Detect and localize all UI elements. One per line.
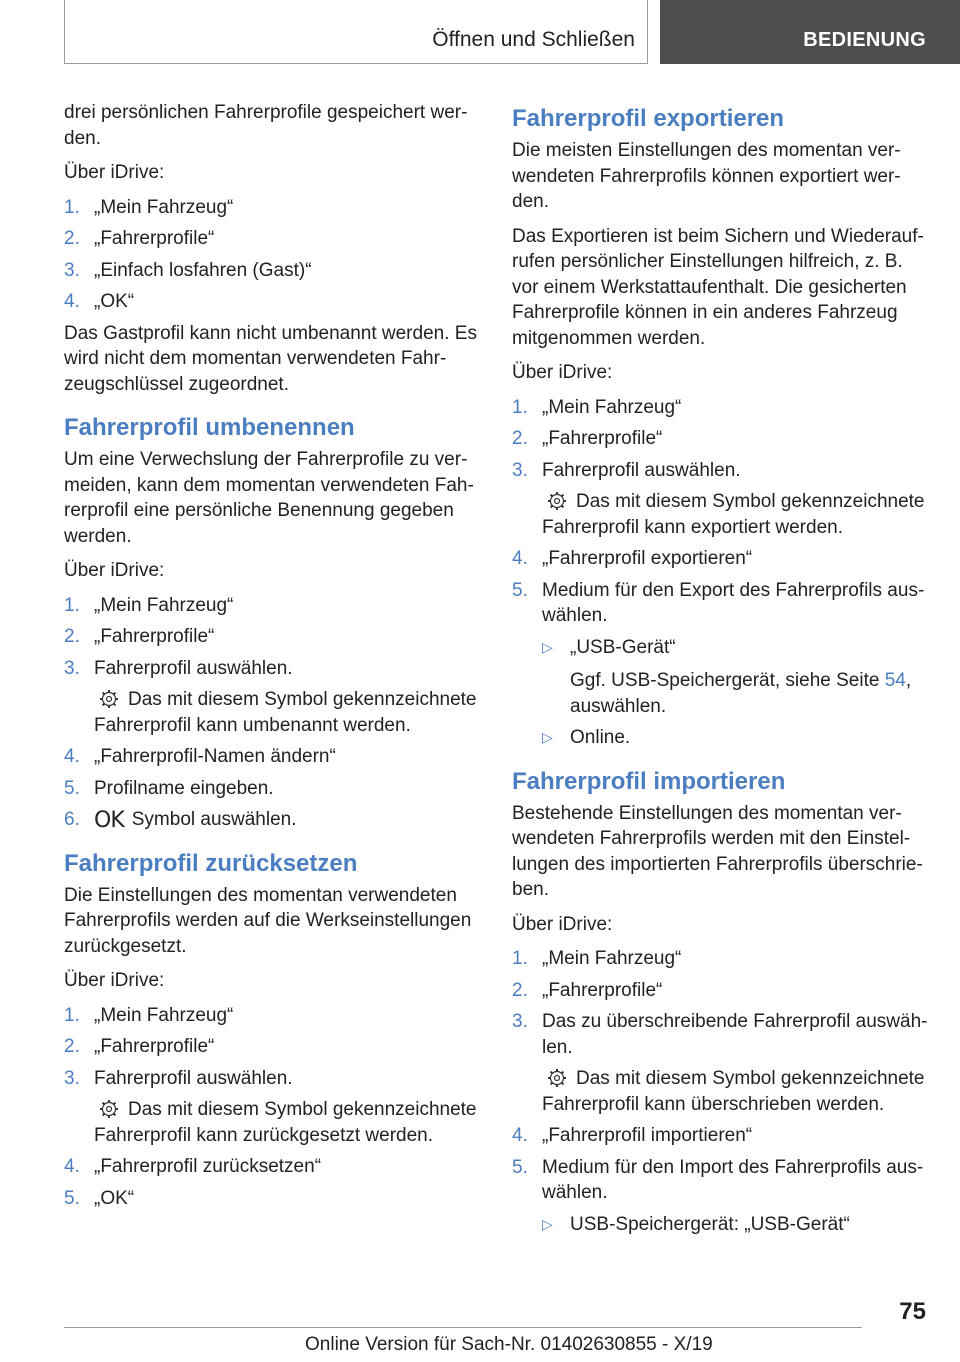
guest-profile-note: Das Gastprofil kann nicht umbenannt werden. Es wird nicht dem momentan verwendeten Fahr-zeugschlüssel zugeordnet. xyxy=(64,322,477,395)
step-text: „Fahrerprofile“ xyxy=(94,228,215,249)
list-item xyxy=(64,289,482,315)
gear-icon xyxy=(547,491,567,511)
list-item xyxy=(64,1003,482,1029)
step-text: Symbol auswählen. xyxy=(131,809,297,830)
export-steps-list xyxy=(512,395,930,484)
step-number: 5. xyxy=(64,777,80,799)
note-text: Das mit diesem Symbol gekennzeichnete Fahrerprofil kann überschrieben werden. xyxy=(542,1068,925,1115)
step-number: 6. xyxy=(64,809,80,830)
idrive-label: Über iDrive: xyxy=(512,913,613,935)
step-text: „Fahrerprofil zurücksetzen“ xyxy=(94,1156,322,1177)
idrive-label: Über iDrive: xyxy=(64,162,165,183)
step-text: „OK“ xyxy=(94,1187,135,1209)
note-text: Das mit diesem Symbol gekennzeichnete Fahrerprofil kann exportiert werden. xyxy=(542,491,925,538)
import-steps-list xyxy=(512,946,930,1060)
footer-divider xyxy=(64,1327,862,1328)
gear-icon xyxy=(99,689,119,709)
list-item xyxy=(64,593,482,619)
step-text: „Mein Fahrzeug“ xyxy=(542,396,682,418)
gear-icon xyxy=(547,1068,567,1088)
import-heading: Fahrerprofil importieren xyxy=(512,767,786,795)
export-steps-list-cont xyxy=(512,546,930,629)
step-number: 4. xyxy=(64,746,80,767)
triangle-bullet-icon: ▷ xyxy=(542,1215,553,1232)
list-item xyxy=(64,1154,482,1180)
option-detail-text: , auswählen. xyxy=(570,670,912,717)
symbol-note xyxy=(542,489,930,540)
export-heading: Fahrerprofil exportieren xyxy=(512,105,785,132)
list-item xyxy=(64,1034,482,1060)
intro-paragraph: drei persönlichen Fahrerprofile gespeichert wer-den. xyxy=(64,102,468,149)
list-item xyxy=(64,656,482,682)
header-chapter-box xyxy=(64,0,648,64)
list-item xyxy=(512,1155,930,1206)
left-column xyxy=(64,100,482,1217)
list-item xyxy=(512,546,930,572)
list-item xyxy=(512,946,930,972)
online-version-text: Online Version für Sach-Nr. 01402630855 - X/19 xyxy=(305,1334,713,1355)
list-item xyxy=(512,395,930,421)
step-number: 2. xyxy=(512,428,528,449)
chapter-title: Öffnen und Schließen xyxy=(432,28,635,51)
step-text: „Fahrerprofil importieren“ xyxy=(542,1125,753,1146)
guest-steps-list xyxy=(64,195,482,315)
gear-icon xyxy=(99,1099,119,1119)
ok-symbol-icon: OK xyxy=(94,808,124,833)
rename-steps-list xyxy=(64,593,482,682)
rename-steps-list-cont xyxy=(64,744,482,833)
symbol-note xyxy=(542,1066,930,1117)
step-text: Fahrerprofil auswählen. xyxy=(94,1067,293,1089)
step-number: 2. xyxy=(64,626,80,647)
step-text: „Mein Fahrzeug“ xyxy=(542,948,682,969)
step-number: 1. xyxy=(64,1004,80,1026)
option-detail xyxy=(570,668,930,719)
symbol-note xyxy=(94,687,482,738)
list-item xyxy=(512,458,930,484)
triangle-bullet-icon: ▷ xyxy=(542,638,553,655)
step-number: 5. xyxy=(512,579,528,601)
idrive-label: Über iDrive: xyxy=(64,970,165,991)
step-number: 4. xyxy=(512,1125,528,1146)
rename-heading: Fahrerprofil umbenennen xyxy=(64,414,355,441)
step-text: „OK“ xyxy=(94,291,135,312)
reset-paragraph: Die Einstellungen des momentan verwendeten Fahrerprofils werden auf die Werkseinstellungen zurückgesetzt. xyxy=(64,884,472,957)
import-steps-list-cont xyxy=(512,1123,930,1206)
step-text: „Mein Fahrzeug“ xyxy=(94,594,234,616)
page-number: 75 xyxy=(899,1298,926,1325)
step-number: 2. xyxy=(64,228,80,249)
step-number: 3. xyxy=(64,1067,80,1089)
export-paragraph-2: Das Exportieren ist beim Sichern und Wiederauf-rufen persönlicher Einstellungen hilfreich, z. B. vor einem Werkstattaufenthalt. Die gesicherten Fahrerprofile können in ein anderes Fahrzeug mitgenommen werden. xyxy=(512,225,924,349)
export-paragraph: Die meisten Einstellungen des momentan ver-wendeten Fahrerprofils können exportiert wer-den. xyxy=(512,140,901,212)
list-item xyxy=(64,807,482,833)
step-text: Medium für den Import des Fahrerprofils aus-wählen. xyxy=(542,1156,924,1203)
list-item xyxy=(64,1066,482,1092)
option-text: „USB-Gerät“ xyxy=(570,636,676,658)
step-text: „Fahrerprofile“ xyxy=(94,1036,215,1057)
step-text: „Fahrerprofile“ xyxy=(94,626,215,647)
step-number: 1. xyxy=(64,594,80,616)
step-text: „Mein Fahrzeug“ xyxy=(94,196,234,218)
step-text: „Fahrerprofil exportieren“ xyxy=(542,548,753,569)
step-text: Medium für den Export des Fahrerprofils aus-wählen. xyxy=(542,579,925,626)
list-item xyxy=(64,744,482,770)
step-text: „Mein Fahrzeug“ xyxy=(94,1004,234,1026)
list-item xyxy=(542,1212,930,1238)
list-item xyxy=(542,725,930,751)
option-detail-text: Ggf. USB-Speichergerät, siehe Seite xyxy=(570,670,880,691)
idrive-label: Über iDrive: xyxy=(512,362,613,383)
list-item xyxy=(64,258,482,284)
triangle-bullet-icon: ▷ xyxy=(542,729,553,745)
step-text: „Fahrerprofil-Namen ändern“ xyxy=(94,746,336,767)
step-text: Profilname eingeben. xyxy=(94,777,274,799)
list-item xyxy=(64,226,482,252)
reset-steps-list xyxy=(64,1003,482,1092)
symbol-note xyxy=(94,1097,482,1148)
page-link[interactable]: 54 xyxy=(884,670,906,691)
note-text: Das mit diesem Symbol gekennzeichnete Fahrerprofil kann zurückgesetzt werden. xyxy=(94,1099,477,1146)
step-number: 2. xyxy=(64,1036,80,1057)
step-number: 3. xyxy=(512,1011,528,1032)
step-number: 1. xyxy=(64,196,80,218)
step-number: 5. xyxy=(512,1156,528,1178)
step-text: Fahrerprofil auswählen. xyxy=(94,657,293,679)
section-label: BEDIENUNG xyxy=(803,29,926,51)
step-number: 3. xyxy=(64,259,80,281)
right-column xyxy=(512,100,930,1243)
step-number: 3. xyxy=(64,657,80,679)
export-medium-options xyxy=(542,635,930,751)
list-item xyxy=(542,635,930,720)
option-text: Online. xyxy=(570,727,631,748)
step-text: Fahrerprofil auswählen. xyxy=(542,459,741,481)
list-item xyxy=(64,195,482,221)
reset-heading: Fahrerprofil zurücksetzen xyxy=(64,849,358,877)
reset-steps-list-cont xyxy=(64,1154,482,1211)
step-text: Das zu überschreibende Fahrerprofil auswäh-len. xyxy=(542,1011,928,1058)
step-number: 4. xyxy=(64,291,80,312)
list-item xyxy=(64,776,482,802)
list-item xyxy=(512,978,930,1004)
section-tab xyxy=(660,0,960,64)
step-number: 4. xyxy=(64,1156,80,1177)
list-item xyxy=(64,1186,482,1212)
step-number: 1. xyxy=(512,396,528,418)
list-item xyxy=(512,578,930,629)
list-item xyxy=(512,426,930,452)
step-text: „Fahrerprofile“ xyxy=(542,428,663,449)
step-number: 2. xyxy=(512,979,528,1001)
list-item xyxy=(512,1123,930,1149)
note-text: Das mit diesem Symbol gekennzeichnete Fahrerprofil kann umbenannt werden. xyxy=(94,689,477,736)
step-text: „Fahrerprofile“ xyxy=(542,979,663,1001)
step-number: 3. xyxy=(512,459,528,481)
option-text: USB-Speichergerät: „USB-Gerät“ xyxy=(570,1213,850,1235)
step-number: 5. xyxy=(64,1187,80,1209)
list-item xyxy=(512,1009,930,1060)
step-text: „Einfach losfahren (Gast)“ xyxy=(94,259,312,281)
import-medium-options xyxy=(542,1212,930,1238)
rename-paragraph: Um eine Verwechslung der Fahrerprofile zu ver-meiden, kann dem momentan verwendeten Fah-rerprofil eine persönliche Benennung gegeben werden. xyxy=(64,449,474,547)
import-paragraph: Bestehende Einstellungen des momentan ver-wendeten Fahrerprofils werden mit den Einstel-lungen des importierten Fahrerprofils überschrie-ben. xyxy=(512,802,923,900)
step-number: 4. xyxy=(512,548,528,569)
idrive-label: Über iDrive: xyxy=(64,560,165,581)
step-number: 1. xyxy=(512,948,528,969)
list-item xyxy=(64,624,482,650)
